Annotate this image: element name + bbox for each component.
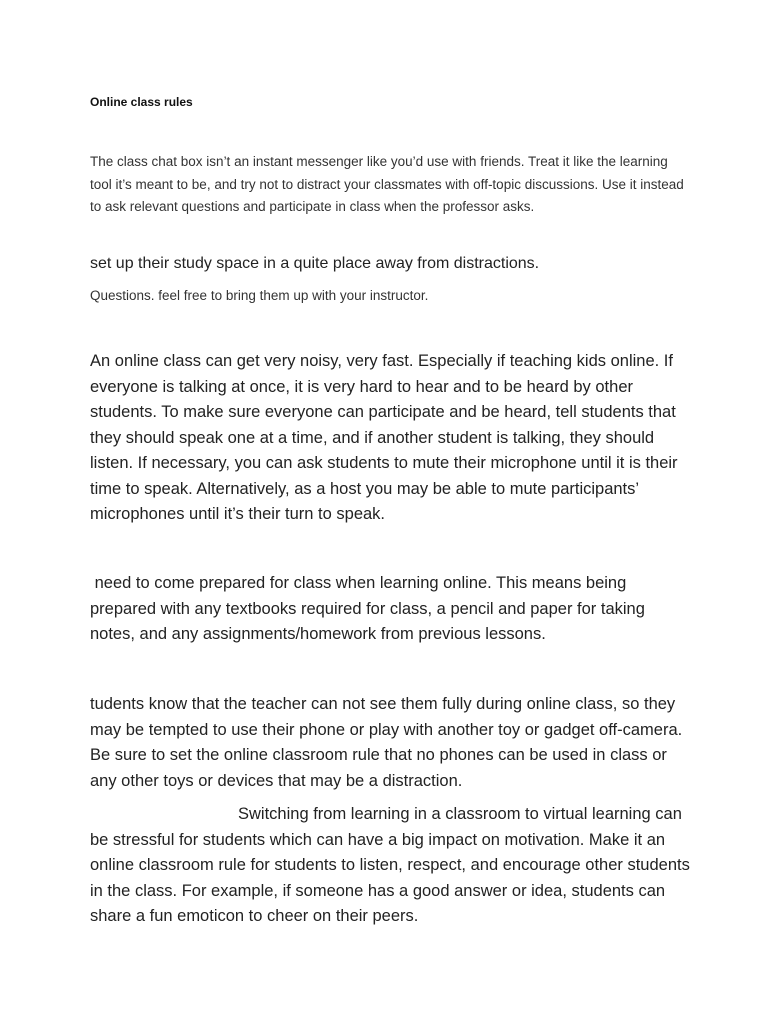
document-title: Online class rules [90, 95, 193, 109]
paragraph-study-space: set up their study space in a quite place away from distractions. [90, 255, 540, 272]
paragraph-questions: Questions. feel free to bring them up with your instructor. [90, 288, 429, 303]
paragraph-noise: An online class can get very noisy, very fast. Especially if teaching kids online. If everyone is talking at once, it is very hard to hear and to be heard by other students. To make sure everyone can participate and be heard, tell students that they should speak one at a time, and if another student is talking, they should listen. If necessary, you can ask students to mute their microphone until it is their time to speak. Alternatively, as a host you may be able to mute participants’ microphones until it’s their turn to speak. [90, 352, 678, 523]
paragraph-motivation: Switching from learning in a classroom to virtual learning can be stressful for students which can have a big impact on motivation. Make it an online classroom rule for students to listen, respect, and encourage other students in the class. For example, if someone has a good answer or idea, students can share a fun emoticon to cheer on their peers. [90, 805, 690, 925]
paragraph-phones: tudents know that the teacher can not see them fully during online class, so they may be tempted to use their phone or play with another toy or gadget off-camera. Be sure to set the online classroom rule that no phones can be used in class or any other toys or devices that may be a distraction. [90, 695, 683, 790]
paragraph-preparation: need to come prepared for class when learning online. This means being prepared with any textbooks required for class, a pencil and paper for taking notes, and any assignments/homework from previous lessons. [90, 574, 650, 643]
paragraph-chat-box: The class chat box isn’t an instant messenger like you’d use with friends. Treat it like the learning tool it’s meant to be, and try not to distract your classmates with off-topic discussions. Use it instead to ask relevant questions and participate in class when the professor asks. [90, 154, 684, 214]
